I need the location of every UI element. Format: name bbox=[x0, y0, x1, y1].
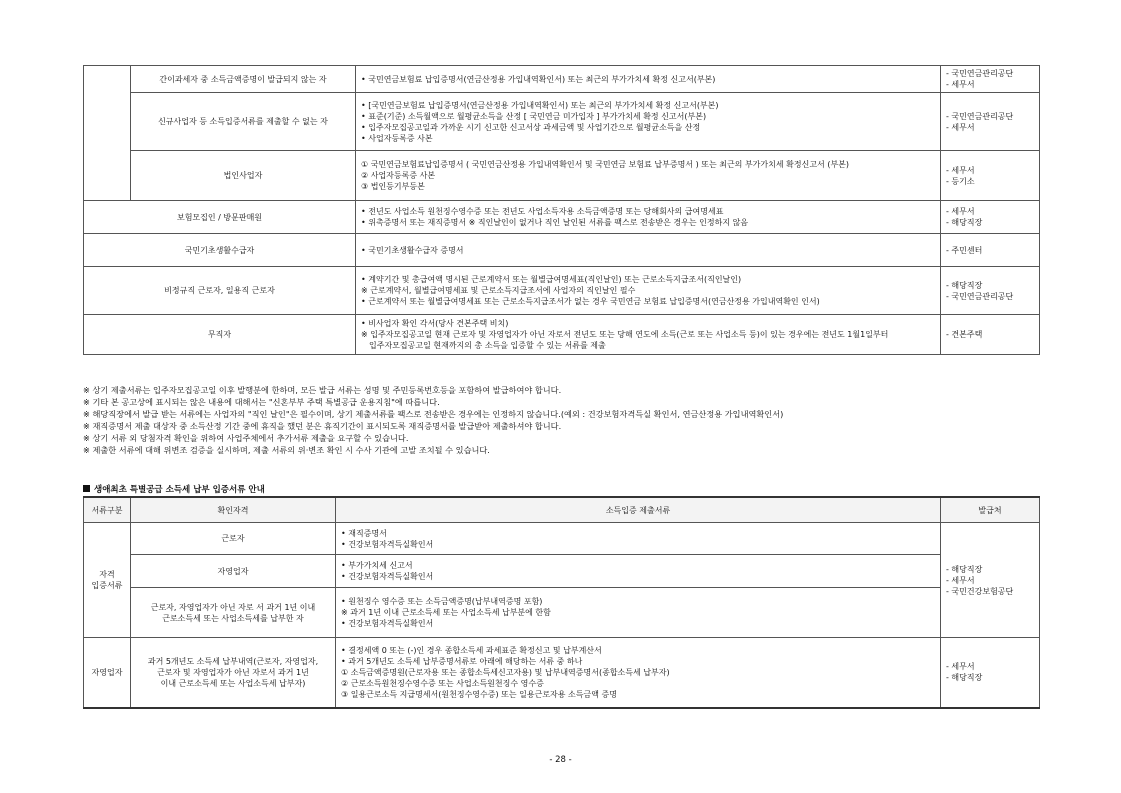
docs-cell: ① 국민연금보험료납입증명서 ( 국민연금산정용 가입내역확인서 및 국민연금 보험료 납부증명서 ) 또는 최근의 부가가치세 확정신고서 (부본) ② 사업자등록증 사본 ③ 법인등기부등본 bbox=[356, 151, 941, 201]
page-number: - 28 - bbox=[549, 755, 572, 765]
qual-cell: 자영업자 bbox=[131, 555, 336, 588]
table-row bbox=[84, 523, 1040, 555]
issuer-cell: - 견본주택 bbox=[941, 315, 1040, 355]
issuer-cell: - 세무서 - 해당직장 bbox=[941, 201, 1040, 234]
table-row bbox=[84, 555, 1040, 588]
docs-cell: • [국민연금보험료 납입증명서(연금산정용 가입내역확인서) 또는 최근의 부가가치세 확정 신고서(부본) • 표준(기준) 소득월액으로 월평균소득을 산정 [ 국민연금 미가입자 ] 부가가치세 확정 신고서(부본) • 입주자모집공고일과 가까운 시기 신고한 신고서상 과세금액 및 사업기간으로 월평균소득을 산정 • 사업자등록증 사본 bbox=[356, 93, 941, 151]
table-row bbox=[84, 234, 1040, 267]
table-row bbox=[84, 638, 1040, 708]
table-row bbox=[84, 66, 1040, 93]
docs-cell: • 전년도 사업소득 원천징수영수증 또는 전년도 사업소득자용 소득금액증명 또는 당해회사의 급여명세표 • 위촉증명서 또는 재직증명서 ※ 직인날인이 없거나 직인 날인된 서류를 팩스로 전송받은 경우는 인정하지 않음 bbox=[356, 201, 941, 234]
header-cell: 발급처 bbox=[941, 497, 1040, 523]
category-cell: 무직자 bbox=[84, 315, 356, 355]
table-row bbox=[84, 267, 1040, 315]
square-bullet-icon bbox=[83, 485, 90, 492]
docs-cell: • 비사업자 확인 각서(당사 견본주택 비치) ※ 입주자모집공고일 현재 근로자 및 자영업자가 아닌 자로서 전년도 또는 당해 연도에 소득(근로 또는 사업소득 등)이 있는 경우에는 전년도 1월1일부터 입주자모집공고일 현재까지의 총 소득을 입증할 수 있는 서류를 제출 bbox=[356, 315, 941, 355]
category-cell: 간이과세자 중 소득금액증명이 발급되지 않는 자 bbox=[131, 66, 356, 93]
note: ※ 해당직장에서 발급 받는 서류에는 사업자의 "직인 날인"은 필수이며, 상기 제출서류를 팩스로 전송받은 경우에는 인정하지 않습니다.(예외 : 건강보험자격득실 확인서, 연금산정용 가입내역확인서) bbox=[83, 409, 784, 419]
docs-cell: • 계약기간 및 총급여액 명시된 근로계약서 또는 월별급여명세표(직인날인) 또는 근로소득지급조서(직인날인) ※ 근로계약서, 월별급여명세표 및 근로소득지급조서에 사업자의 직인날인 필수 • 근로계약서 또는 월별급여명세표 또는 근로소득지급조서가 없는 경우 국민연금 보험료 납입증명서(연금산정용 가입내역확인 인서) bbox=[356, 267, 941, 315]
table-row bbox=[84, 315, 1040, 355]
table-row bbox=[84, 151, 1040, 201]
category-cell: 비정규직 근로자, 일용직 근로자 bbox=[84, 267, 356, 315]
table-row bbox=[84, 201, 1040, 234]
issuer-cell: - 해당직장 - 세무서 - 국민건강보험공단 bbox=[941, 523, 1040, 638]
header-cell: 소득입증 제출서류 bbox=[336, 497, 941, 523]
note: ※ 재직증명서 제출 대상자 중 소득산정 기간 중에 휴직을 했던 분은 휴직기간이 표시되도록 재직증명서를 발급받아 제출하셔야 합니다. bbox=[83, 421, 562, 431]
header-cell: 확인자격 bbox=[131, 497, 336, 523]
category-cell: 법인사업자 bbox=[131, 151, 356, 201]
qual-cell: 근로자, 자영업자가 아닌 자로 서 과거 1년 이내 근로소득세 또는 사업소득세를 납부한 자 bbox=[131, 588, 336, 638]
docs-cell: • 원천징수 영수증 또는 소득금액증명(납부내역증명 포함) ※ 과거 1년 이내 근로소득세 또는 사업소득세 납부분에 한함 • 건강보험자격득실확인서 bbox=[336, 588, 941, 638]
docs-cell: • 국민연금보험료 납입증명서(연금산정용 가입내역확인서) 또는 최근의 부가가치세 확정 신고서(부본) bbox=[356, 66, 941, 93]
income-docs-table-2 bbox=[83, 496, 1040, 709]
group-label-cell: 자격 입증서류 bbox=[84, 523, 131, 638]
issuer-cell: - 세무서 - 해당직장 bbox=[941, 638, 1040, 708]
issuer-cell: - 국민연금관리공단 - 세무서 bbox=[941, 93, 1040, 151]
category-cell: 보험모집인 / 방문판매원 bbox=[84, 201, 356, 234]
section-title: 생애최초 특별공급 소득세 납부 입증서류 안내 bbox=[83, 483, 265, 495]
table-row bbox=[84, 588, 1040, 638]
header-row bbox=[84, 497, 1040, 523]
income-docs-table-1 bbox=[83, 65, 1040, 355]
blank-cell bbox=[84, 66, 131, 201]
group-label-cell: 자영업자 bbox=[84, 638, 131, 708]
category-cell: 국민기초생활수급자 bbox=[84, 234, 356, 267]
table-row bbox=[84, 93, 1040, 151]
docs-cell: • 부가가치세 신고서 • 건강보험자격득실확인서 bbox=[336, 555, 941, 588]
docs-cell: • 결정세액 0 또는 (-)인 경우 종합소득세 과세표준 확정신고 및 납부계산서 • 과거 5개년도 소득세 납부증명서류로 아래에 해당하는 서류 중 하나 ① 소득금액증명원(근로자용 또는 종합소득세신고자용) 및 납부내역증명서(종합소득세 납부자) ② 근로소득원천징수영수증 또는 사업소득원천징수 영수증 ③ 일용근로소득 지급명세서(원천징수영수증) 또는 일용근로자용 소득금액 증명 bbox=[336, 638, 941, 708]
docs-cell: • 국민기초생활수급자 증명서 bbox=[356, 234, 941, 267]
notes-block bbox=[83, 384, 1043, 456]
issuer-cell: - 해당직장 - 국민연금관리공단 bbox=[941, 267, 1040, 315]
header-cell: 서류구분 bbox=[84, 497, 131, 523]
issuer-cell: - 세무서 - 등기소 bbox=[941, 151, 1040, 201]
category-cell: 신규사업자 등 소득입증서류를 제출할 수 없는 자 bbox=[131, 93, 356, 151]
qual-cell: 근로자 bbox=[131, 523, 336, 555]
qual-cell: 과거 5개년도 소득세 납부내역(근로자, 자영업자, 근로자 및 자영업자가 아닌 자로서 과거 1년 이내 근로소득세 또는 사업소득세 납부자) bbox=[131, 638, 336, 708]
docs-cell: • 재직증명서 • 건강보험자격득실확인서 bbox=[336, 523, 941, 555]
note: ※ 상기 서류 외 당첨자격 확인을 위하여 사업주체에서 추가서류 제출을 요구할 수 있습니다. bbox=[83, 433, 409, 443]
issuer-cell: - 주민센터 bbox=[941, 234, 1040, 267]
issuer-cell: - 국민연금관리공단 - 세무서 bbox=[941, 66, 1040, 93]
note: ※ 제출한 서류에 대해 위변조 검증을 실시하며, 제출 서류의 위·변조 확인 시 수사 기관에 고발 조치될 수 있습니다. bbox=[83, 445, 490, 455]
note: ※ 상기 제출서류는 입주자모집공고일 이후 발행분에 한하며, 모든 발급 서류는 성명 및 주민등록번호등을 포함하여 발급하여야 합니다. bbox=[83, 385, 562, 395]
note: ※ 기타 본 공고상에 표시되는 않은 내용에 대해서는 "신혼부부 주택 특별공급 운용지침"에 따릅니다. bbox=[83, 397, 440, 407]
